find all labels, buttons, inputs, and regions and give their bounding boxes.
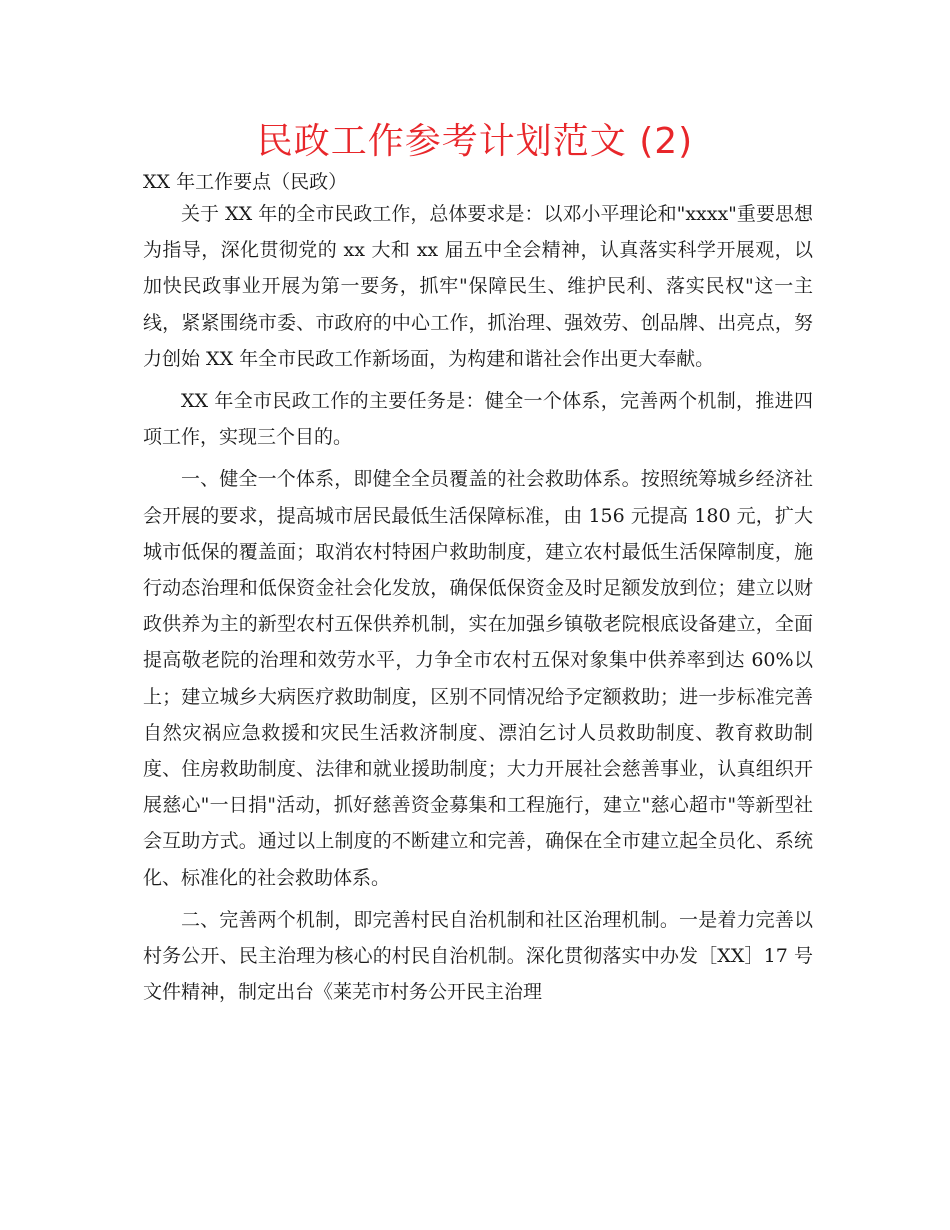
document-body: [143, 196, 813, 1016]
paragraph-social-assistance-system: 一、健全一个体系，即健全全员覆盖的社会救助体系。按照统筹城乡经济社会开展的要求，提高城市居民最低生活保障标准，由 156 元提高 180 元，扩大城市低保的覆盖面；取消农村特困户救助制度，建立农村最低生活保障制度，施行动态治理和低保资金社会化发放，确保低保资金及时足额发放到位；建立以财政供养为主的新型农村五保供养机制，实在加强乡镇敬老院根底设备建立，全面提高敬老院的治理和效劳水平，力争全市农村五保对象集中供养率到达 60%以上；建立城乡大病医疗救助制度，区别不同情况给予定额救助；进一步标准完善自然灾祸应急救援和灾民生活救济制度、漂泊乞讨人员救助制度、教育救助制度、住房救助制度、法律和就业援助制度；大力开展社会慈善事业，认真组织开展慈心"一日捐"活动，抓好慈善资金募集和工程施行，建立"慈心超市"等新型社会互助方式。通过以上制度的不断建立和完善，确保在全市建立起全员化、系统化、标准化的社会救助体系。: [143, 468, 813, 889]
paragraph-overall-requirements: 关于 XX 年的全市民政工作，总体要求是：以邓小平理论和"xxxx"重要思想为指导，深化贯彻党的 xx 大和 xx 届五中全会精神，认真落实科学开展观，以加快民政事业开展为第一要务，抓牢"保障民生、维护民利、落实民权"这一主线，紧紧围绕市委、市政府的中心工作，抓治理、强效劳、创品牌、出亮点，努力创始 XX 年全市民政工作新场面，为构建和谐社会作出更大奉献。: [143, 203, 813, 370]
paragraph-main-tasks: XX 年全市民政工作的主要任务是：健全一个体系，完善两个机制，推进四项工作，实现三个目的。: [143, 390, 813, 449]
document-title: 民政工作参考计划范文 (2): [256, 121, 694, 162]
document-subtitle: XX 年工作要点（民政）: [143, 171, 348, 193]
paragraph-two-mechanisms: 二、完善两个机制，即完善村民自治机制和社区治理机制。一是着力完善以村务公开、民主治理为核心的村民自治机制。深化贯彻落实中办发［XX］17 号文件精神，制定出台《莱芜市村务公开民主治理: [143, 908, 813, 1004]
